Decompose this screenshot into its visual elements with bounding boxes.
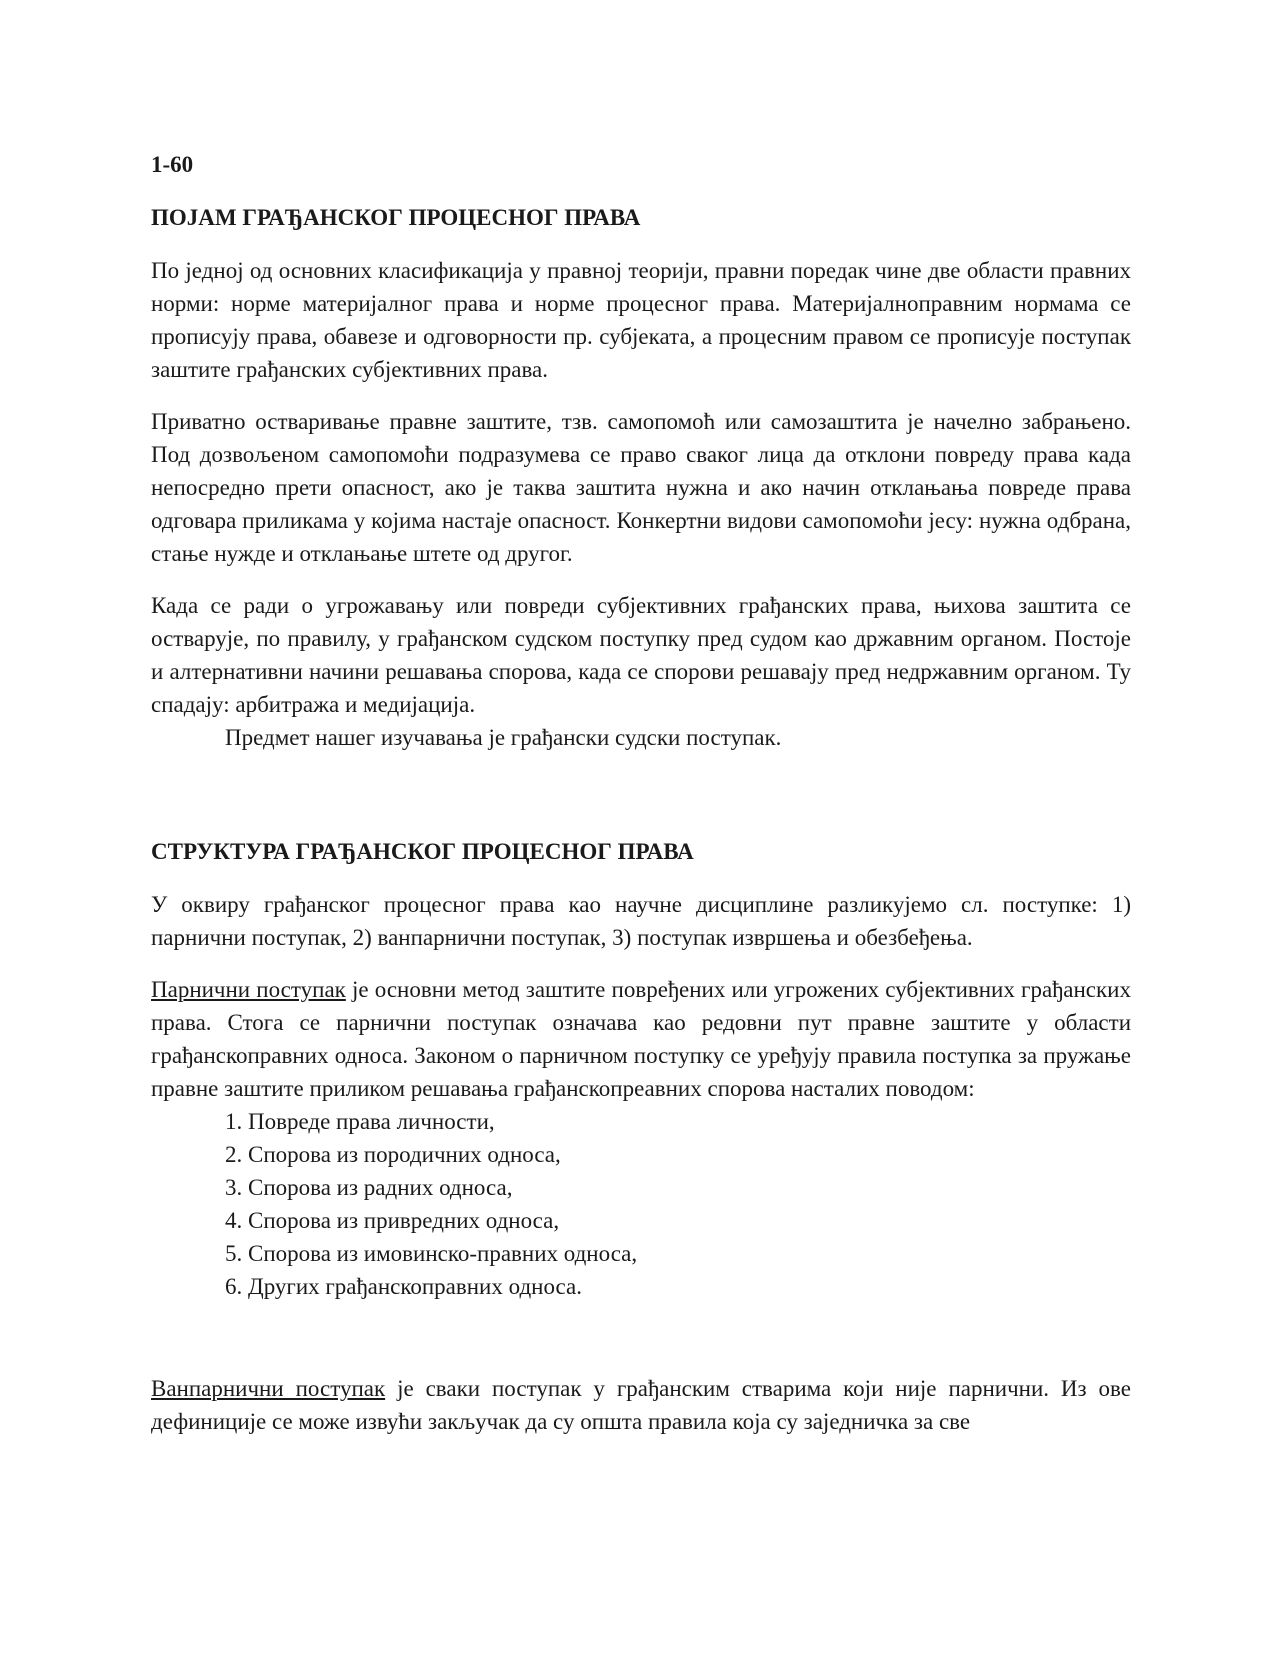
page-number: 1-60: [151, 152, 194, 177]
paragraph-non-litigation: [151, 1372, 1131, 1438]
section-heading-concept: ПОЈАМ ГРАЂАНСКОГ ПРОЦЕСНОГ ПРАВА: [151, 205, 641, 230]
term-litigation: Парнични поступак: [151, 977, 346, 1002]
list-item: 6. Других грађанскоправних односа.: [225, 1274, 582, 1299]
paragraph-self-help: Приватно остваривање правне заштите, тзв. самопомоћ или самозаштита је начелно забрањено. Под дозвољеном самопомоћи подразумева се право сваког лица да отклони повреду права када непосредно прети опасност, ако је таква заштита нужна и ако начин отклањања повреде права одговара приликама у којима настаје опасност. Конкертни видови самопомоћи јесу: нужна одбрана, стање нужде и отклањање штете од другог.: [151, 409, 1131, 566]
spacer: [151, 754, 1131, 835]
list-item: 2. Спорова из породичних односа,: [225, 1142, 561, 1167]
paragraph-subject: Предмет нашег изучавања је грађански судски поступак.: [225, 725, 782, 750]
list-item: 1. Повреде права личности,: [225, 1109, 495, 1134]
term-non-litigation: Ванпарнични поступак: [151, 1376, 386, 1401]
paragraph-legal-norms: По једној од основних класификација у правној теорији, правни поредак чине две области правних норми: норме материјалног права и норме процесног права. Материјалноправним нормама се прописују права, обавезе и одговорности пр. субјеката, а процесним правом се прописује поступак заштите грађанских субјективних права.: [151, 258, 1131, 382]
list-item: 4. Спорова из привредних односа,: [225, 1208, 560, 1233]
paragraph-protection: Када се ради о угрожавању или повреди субјективних грађанских права, њихова заштита се остварује, по правилу, у грађанском судском поступку пред судом као државним органом. Постоје и алтернативни начини решавања спорова, када се спорови решавају пред недржавним органом. Ту спадају: арбитража и медијација.: [151, 593, 1131, 717]
spacer: [151, 1303, 1131, 1372]
litigation-definition: је основни метод заштите повређених или угрожених субјективних грађанских права. Стога се парнични поступак означава као редовни пут правне заштите у области грађанскоправних односа. Законом о парничном поступку се уређују правила поступка за пружање правне заштите приликом решавања грађанскопреавних спорова насталих поводом:: [151, 977, 1131, 1101]
document-page: [151, 148, 1131, 1457]
paragraph-litigation: [151, 973, 1131, 1105]
non-litigation-definition: је сваки поступак у грађанским стварима који није парнични. Из ове дефиниције се може извући закључак да су општа правила која су заједничка за све: [151, 1376, 1131, 1434]
paragraph-procedures: У оквиру грађанског процесног права као научне дисциплине разликујемо сл. поступке: 1) парнични поступак, 2) ванпарнични поступак, 3) поступак извршења и обезбеђења.: [151, 892, 1131, 950]
list-item: 5. Спорова из имовинско-правних односа,: [225, 1241, 638, 1266]
dispute-list: [151, 1105, 1131, 1303]
list-item: 3. Спорова из радних односа,: [225, 1175, 513, 1200]
section-heading-structure: СТРУКТУРА ГРАЂАНСКОГ ПРОЦЕСНОГ ПРАВА: [151, 839, 694, 864]
